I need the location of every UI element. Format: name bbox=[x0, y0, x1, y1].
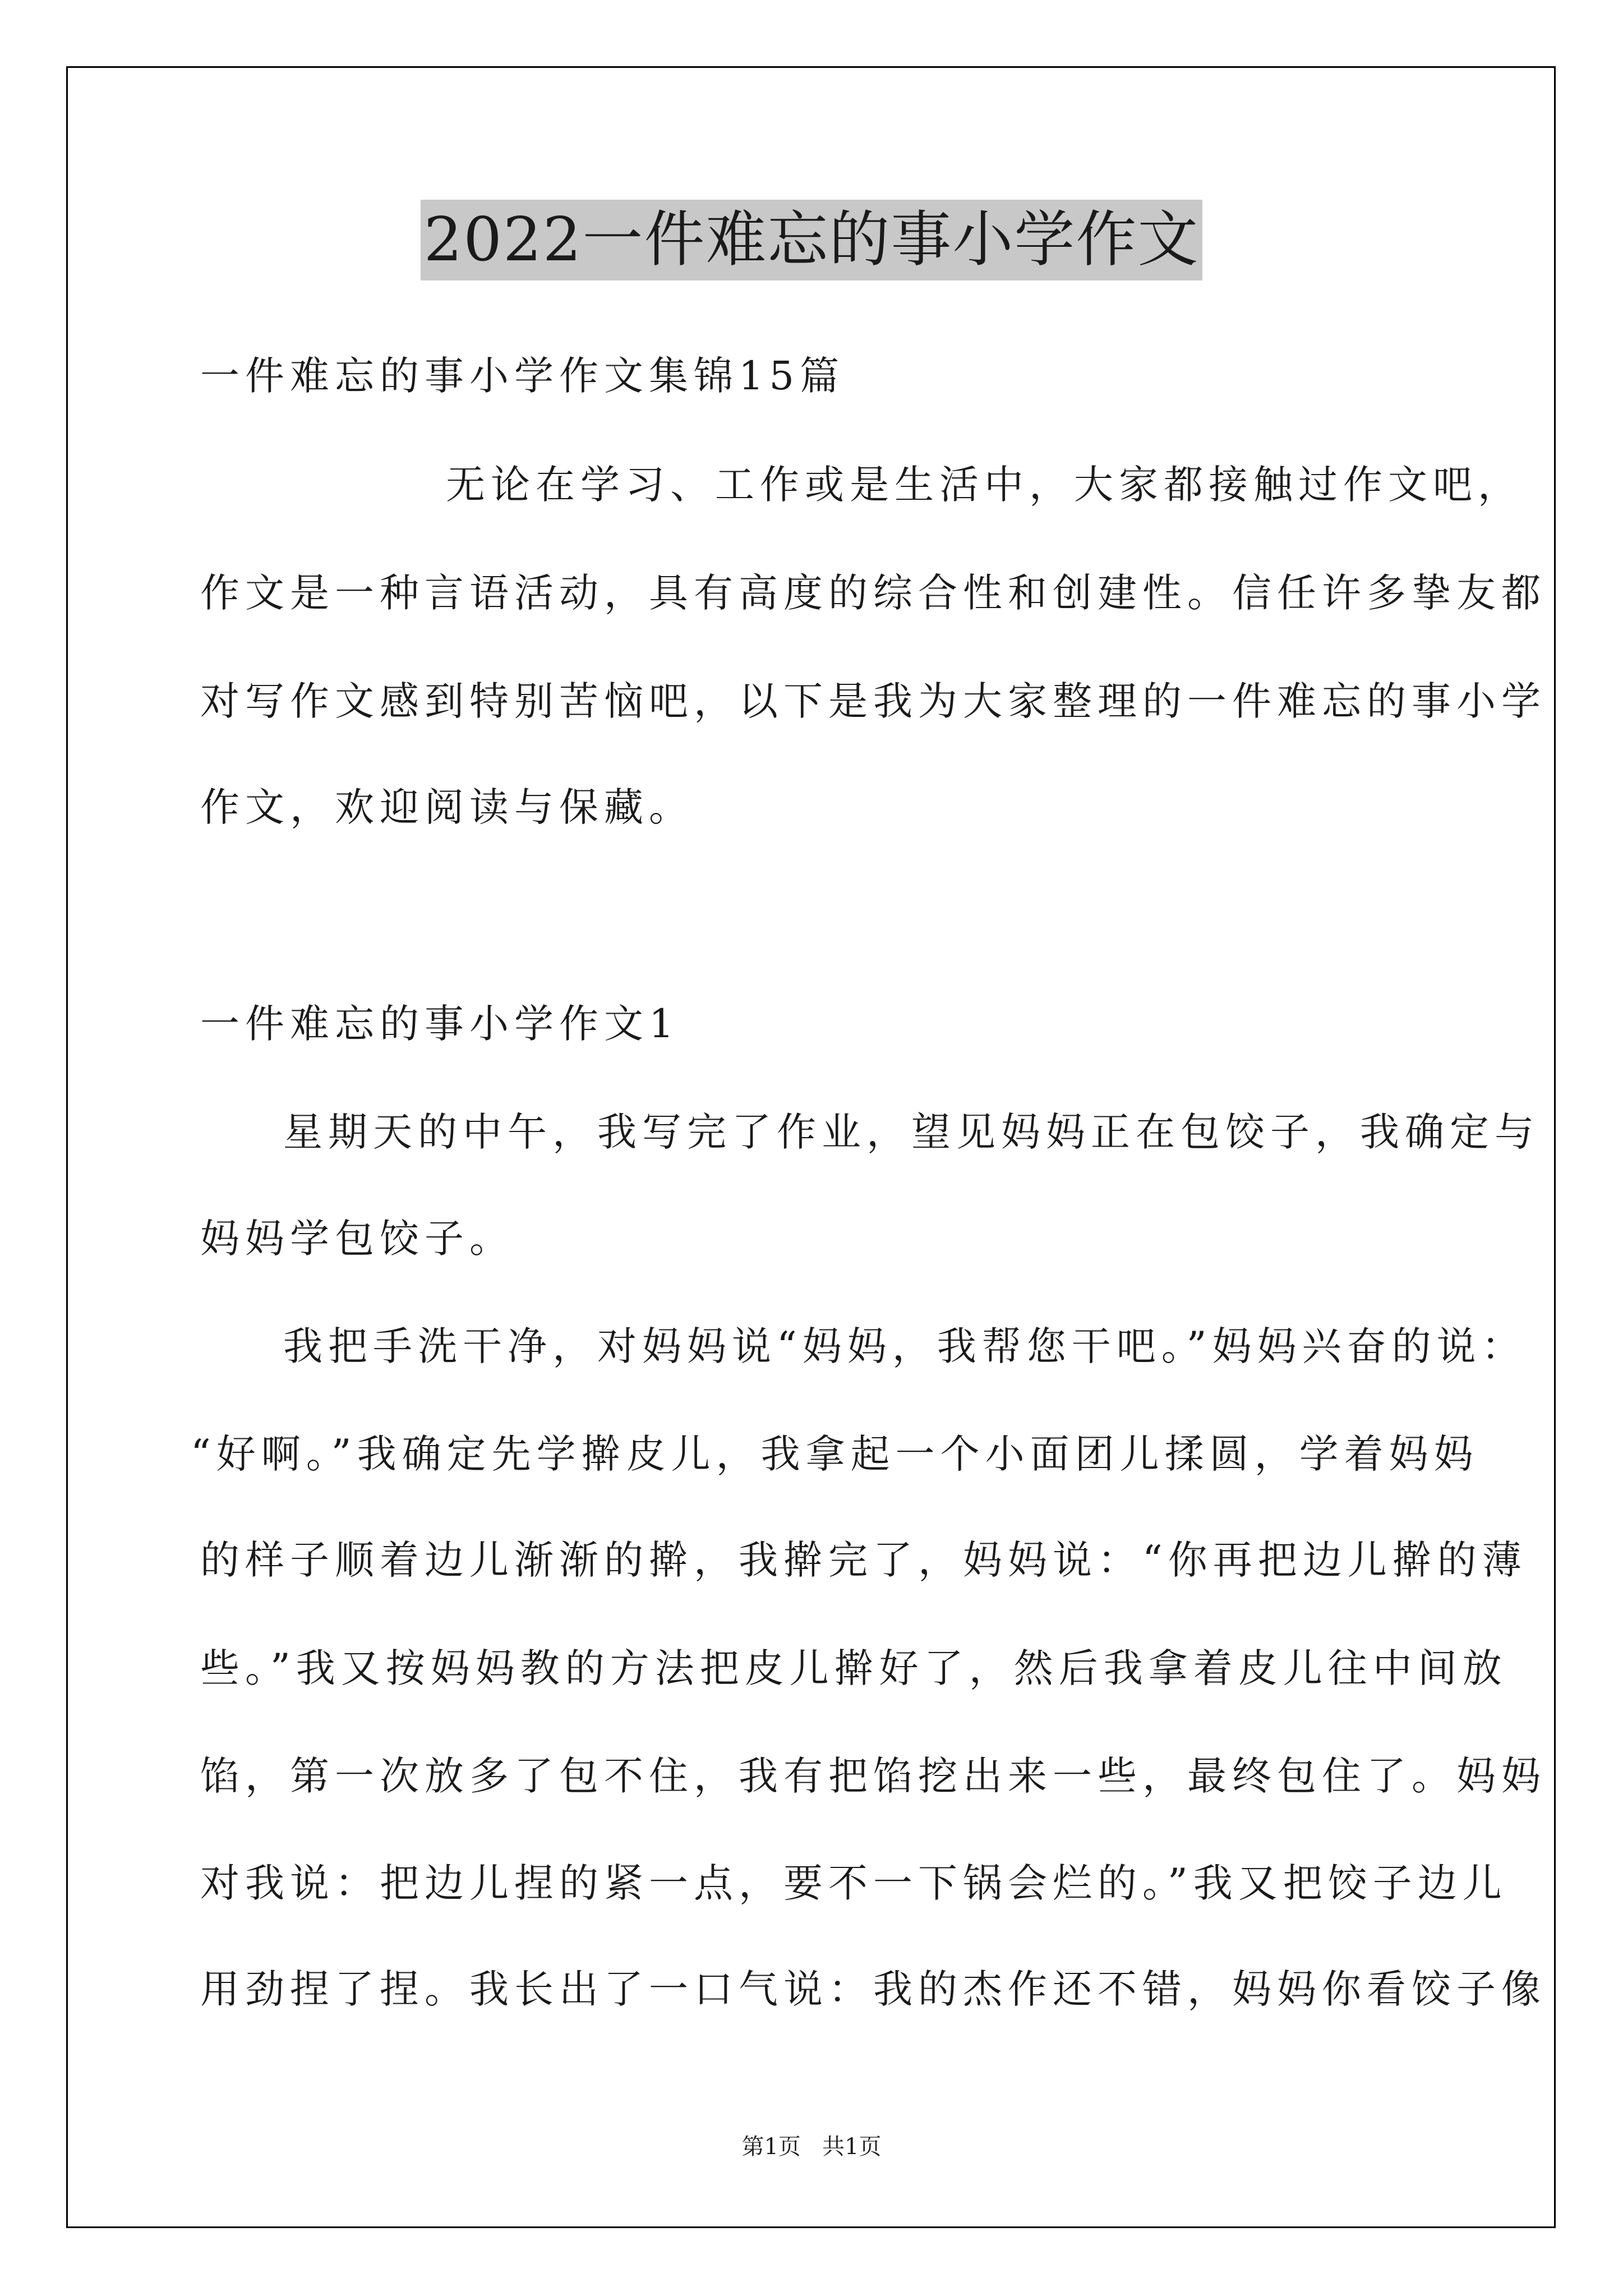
paragraph-line: 些。”我又按妈妈教的方法把皮儿擀好了，然后我拿着皮儿往中间放 bbox=[200, 1645, 1507, 1691]
document-subtitle: 一件难忘的事小学作文集锦15篇 bbox=[200, 353, 845, 399]
paragraph-line: 妈妈学包饺子。 bbox=[200, 1216, 514, 1262]
page-footer: 第1页 共1页 bbox=[741, 2134, 882, 2160]
paragraph-line: 星期天的中午，我写完了作业，望见妈妈正在包饺子，我确定与 bbox=[283, 1109, 1539, 1155]
paragraph-line: 的样子顺着边儿渐渐的擀，我擀完了，妈妈说：“你再把边儿擀的薄 bbox=[200, 1537, 1527, 1583]
paragraph-line: 用劲捏了捏。我长出了一口气说：我的杰作还不错，妈妈你看饺子像 bbox=[200, 1966, 1546, 2012]
paragraph-line: 馅，第一次放多了包不住，我有把馅挖出来一些，最终包住了。妈妈 bbox=[200, 1753, 1546, 1799]
section-heading: 一件难忘的事小学作文1 bbox=[200, 1001, 680, 1047]
intro-line: 对写作文感到特别苦恼吧，以下是我为大家整理的一件难忘的事小学 bbox=[200, 678, 1546, 724]
paragraph-line: 我把手洗干净，对妈妈说“妈妈，我帮您干吧。”妈妈兴奋的说： bbox=[283, 1323, 1527, 1369]
intro-line: 无论在学习、工作或是生活中，大家都接触过作文吧， bbox=[446, 462, 1523, 508]
paragraph-line: 对我说：把边儿捏的紧一点，要不一下锅会烂的。”我又把饺子边儿 bbox=[200, 1860, 1507, 1906]
document-title: 2022一件难忘的事小学作文 bbox=[421, 200, 1203, 280]
paragraph-line: “好啊。”我确定先学擀皮儿，我拿起一个小面团儿揉圆，学着妈妈 bbox=[191, 1431, 1479, 1477]
title-container bbox=[0, 200, 1623, 280]
intro-line: 作文是一种言语活动，具有高度的综合性和创建性。信任许多挚友都 bbox=[200, 570, 1546, 616]
intro-line: 作文，欢迎阅读与保藏。 bbox=[200, 784, 694, 830]
